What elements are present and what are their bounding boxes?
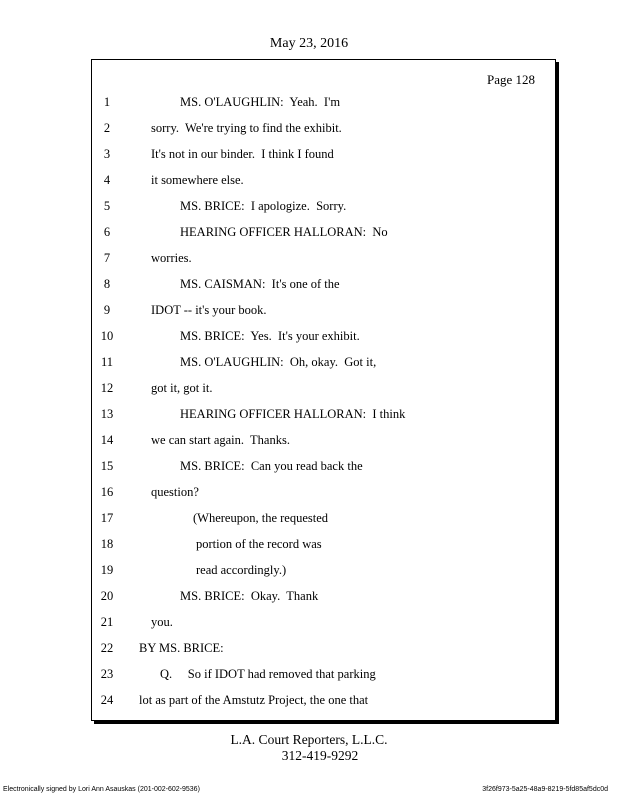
line-number: 6 <box>103 225 111 239</box>
transcript-line <box>92 661 555 687</box>
transcript-line <box>92 349 555 375</box>
line-text: MS. BRICE: Yes. It's your exhibit. <box>180 329 360 343</box>
electronic-signature: Electronically signed by Lori Ann Asauskas (201-002-602-9536) <box>3 786 200 793</box>
line-number: 14 <box>100 433 114 447</box>
line-text: lot as part of the Amstutz Project, the one that <box>139 693 369 707</box>
transcript-line <box>92 557 555 583</box>
line-text: question? <box>151 485 199 499</box>
line-text: IDOT -- it's your book. <box>151 303 267 317</box>
line-text: sorry. We're trying to find the exhibit. <box>151 121 342 135</box>
document-id: 3f26f973-5a25-48a9-8219-5fd85af5dc0d <box>482 786 608 793</box>
transcript-line <box>92 505 555 531</box>
line-number: 1 <box>103 95 111 109</box>
line-number: 19 <box>100 563 114 577</box>
transcript-line <box>92 453 555 479</box>
line-text: It's not in our binder. I think I found <box>151 147 334 161</box>
transcript-line <box>92 479 555 505</box>
line-text: HEARING OFFICER HALLORAN: No <box>180 225 388 239</box>
transcript-line <box>92 323 555 349</box>
transcript-line <box>92 141 555 167</box>
line-text: (Whereupon, the requested <box>193 511 329 525</box>
line-number: 7 <box>103 251 111 265</box>
line-text: it somewhere else. <box>151 173 244 187</box>
line-number: 23 <box>100 667 114 681</box>
transcript-line <box>92 271 555 297</box>
page-number: Page 128 <box>486 72 535 87</box>
line-number: 3 <box>103 147 111 161</box>
transcript-line <box>92 193 555 219</box>
line-number: 5 <box>103 199 111 213</box>
line-number: 21 <box>100 615 114 629</box>
footer-company: L.A. Court Reporters, L.L.C. <box>230 732 388 747</box>
transcript-line <box>92 375 555 401</box>
line-text: MS. O'LAUGHLIN: Yeah. I'm <box>180 95 341 109</box>
transcript-line <box>92 297 555 323</box>
line-text: got it, got it. <box>151 381 213 395</box>
line-text: HEARING OFFICER HALLORAN: I think <box>180 407 406 421</box>
transcript-line <box>92 167 555 193</box>
transcript-page <box>91 59 556 721</box>
transcript-line <box>92 427 555 453</box>
line-number: 18 <box>100 537 114 551</box>
footer-phone: 312-419-9292 <box>281 748 359 763</box>
line-number: 11 <box>100 355 114 369</box>
transcript-line <box>92 687 555 713</box>
line-number: 24 <box>100 693 114 707</box>
line-number: 10 <box>100 329 114 343</box>
line-text: MS. BRICE: I apologize. Sorry. <box>180 199 347 213</box>
line-number: 12 <box>100 381 114 395</box>
line-text: read accordingly.) <box>196 563 287 577</box>
transcript-line <box>92 89 555 115</box>
line-number: 20 <box>100 589 114 603</box>
transcript-line <box>92 531 555 557</box>
line-text: MS. BRICE: Okay. Thank <box>180 589 319 603</box>
line-number: 8 <box>103 277 111 291</box>
line-number: 4 <box>103 173 111 187</box>
line-text: worries. <box>151 251 192 265</box>
line-number: 9 <box>103 303 111 317</box>
transcript-line <box>92 583 555 609</box>
line-text: MS. BRICE: Can you read back the <box>180 459 363 473</box>
line-text: we can start again. Thanks. <box>151 433 290 447</box>
line-number: 22 <box>100 641 114 655</box>
transcript-line <box>92 635 555 661</box>
transcript-line <box>92 115 555 141</box>
line-text: BY MS. BRICE: <box>139 641 224 655</box>
header-date: May 23, 2016 <box>269 36 349 51</box>
line-number: 2 <box>103 121 111 135</box>
line-text: MS. O'LAUGHLIN: Oh, okay. Got it, <box>180 355 377 369</box>
line-text: portion of the record was <box>196 537 322 551</box>
transcript-line <box>92 245 555 271</box>
line-number: 17 <box>100 511 114 525</box>
line-number: 16 <box>100 485 114 499</box>
line-text: MS. CAISMAN: It's one of the <box>180 277 340 291</box>
line-number: 15 <box>100 459 114 473</box>
transcript-line <box>92 401 555 427</box>
line-text: Q. So if IDOT had removed that parking <box>160 667 376 681</box>
line-text: you. <box>151 615 173 629</box>
line-number: 13 <box>100 407 114 421</box>
transcript-line <box>92 219 555 245</box>
transcript-line <box>92 609 555 635</box>
